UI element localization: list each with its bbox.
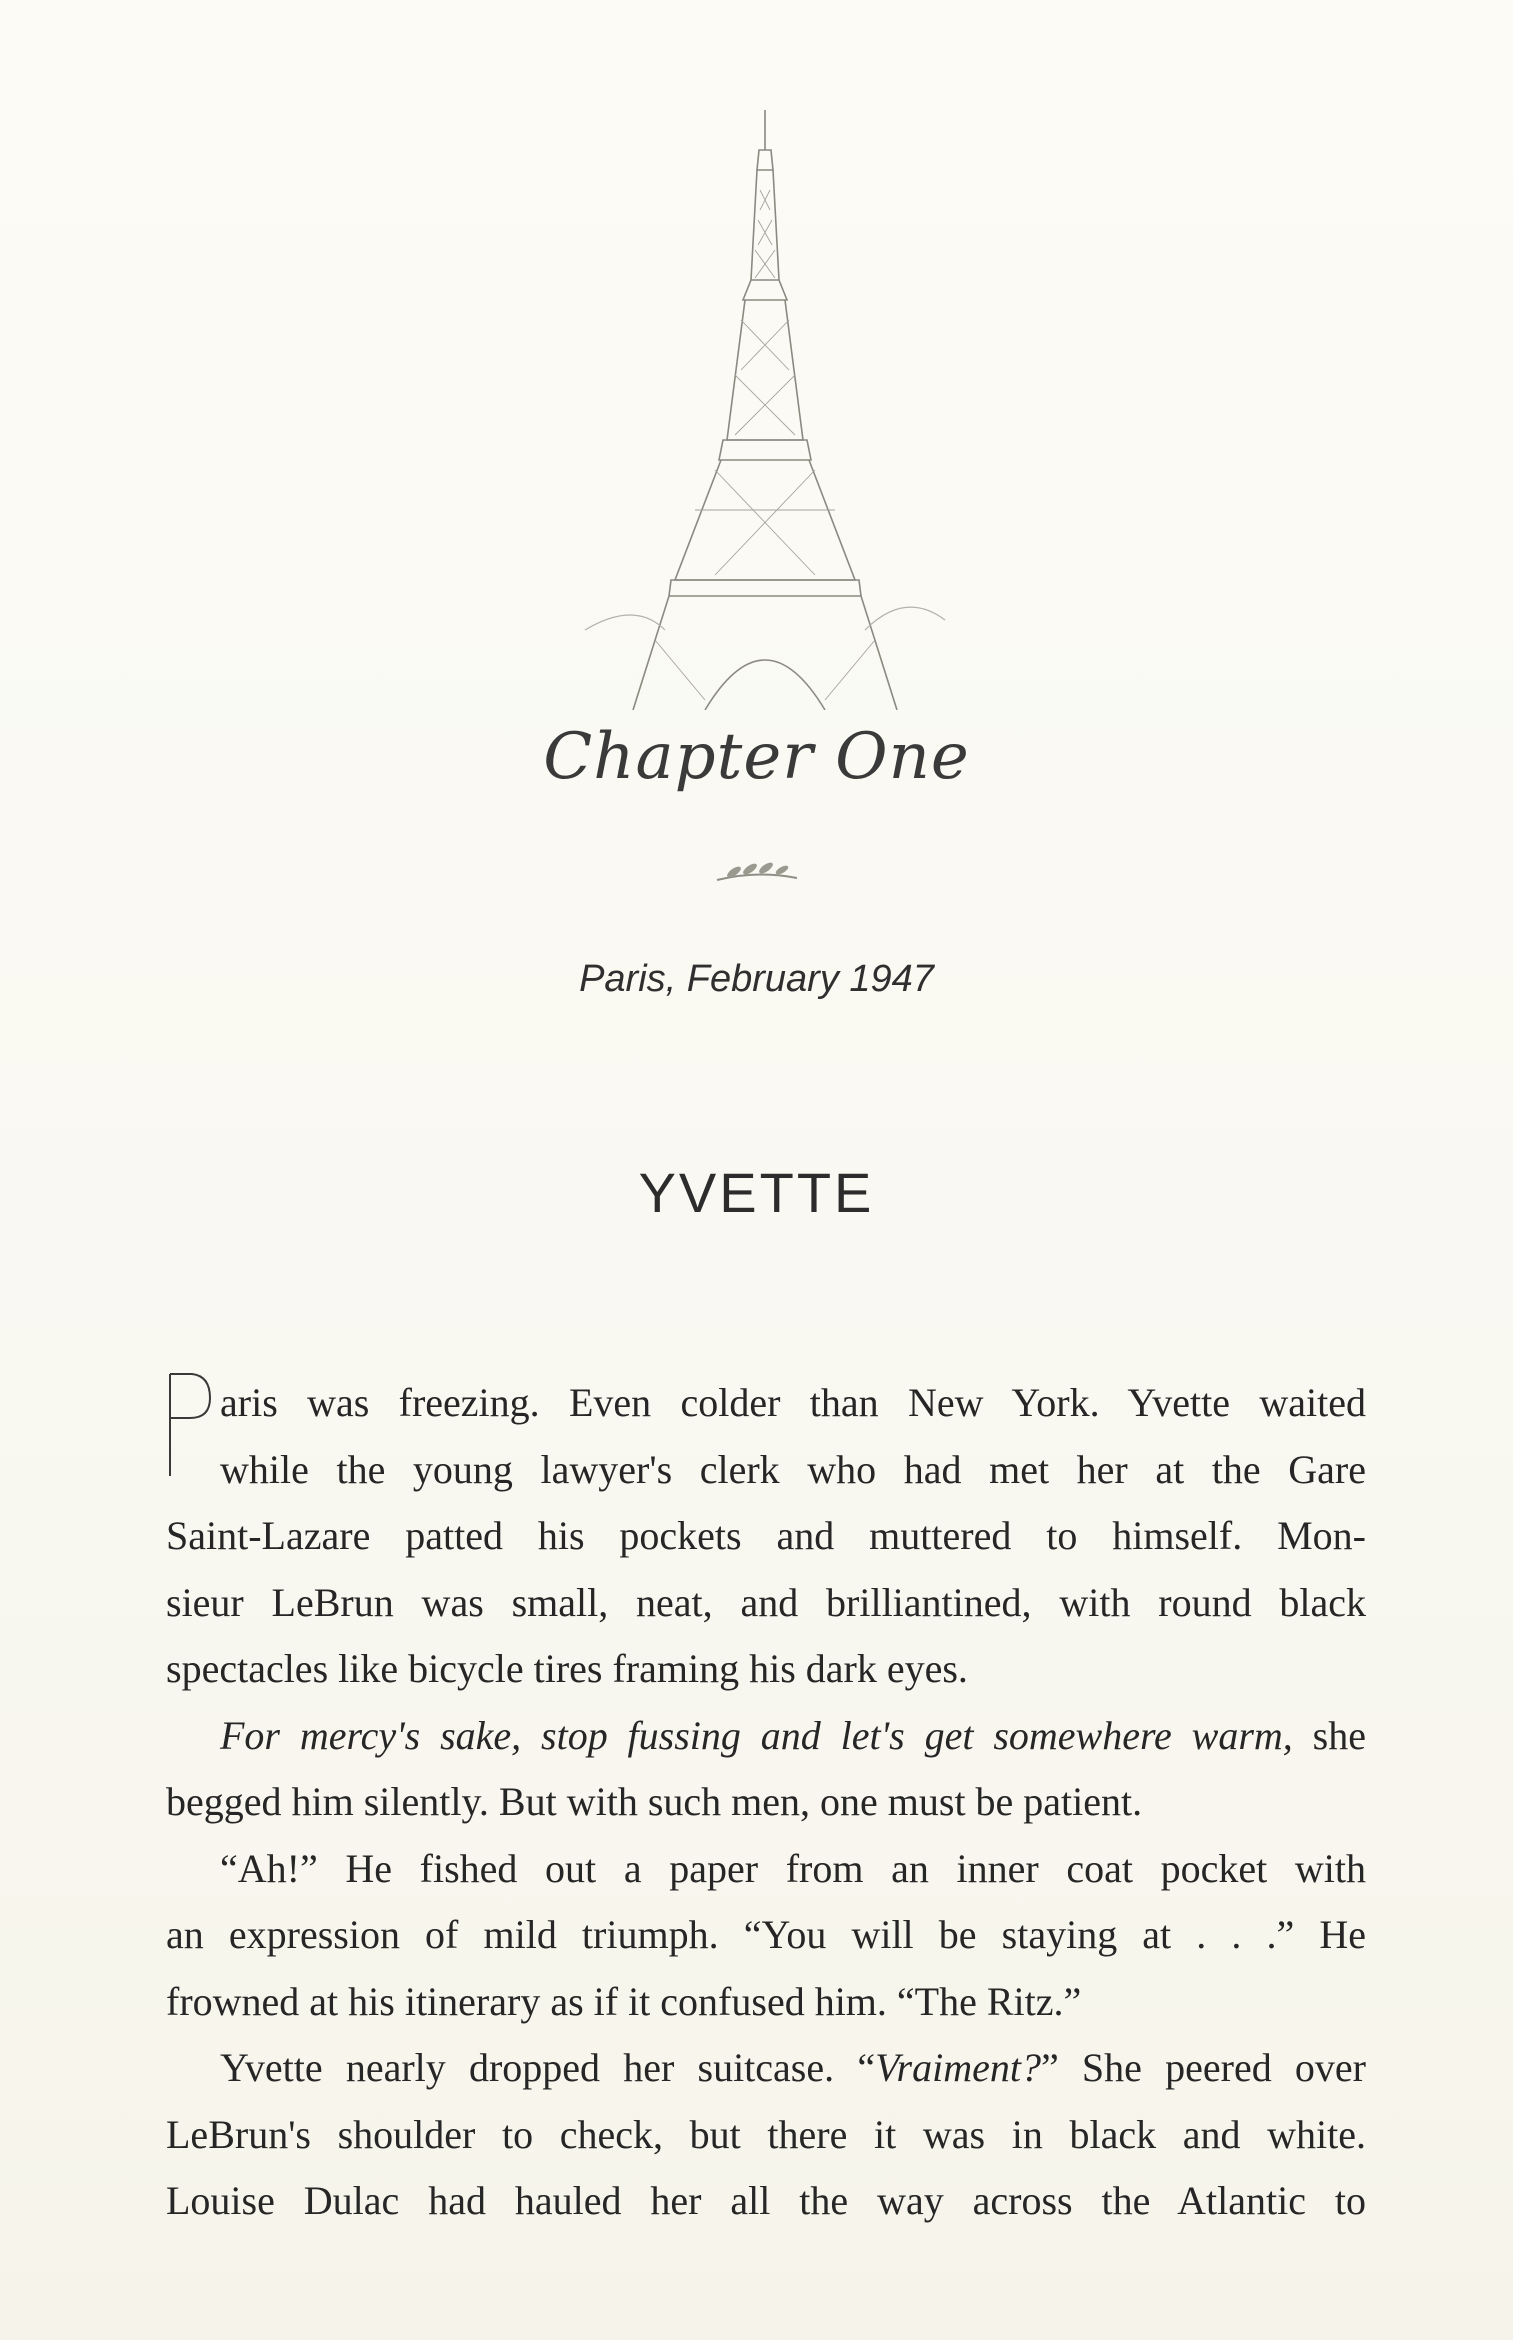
text-line: aris was freezing. Even colder than New York. Yvette waited <box>220 1380 1366 1425</box>
chapter-dateline: Paris, February 1947 <box>579 958 934 1000</box>
text-line: begged him silently. But with such men, one must be patient. <box>166 1779 1143 1824</box>
text-line: frowned at his itinerary as if it confused him. “The Ritz.” <box>166 1978 1082 2024</box>
text-fragment: ” She peered over <box>1040 2045 1366 2090</box>
text-line: LeBrun's shoulder to check, but there it was in black and white. <box>166 2111 1366 2157</box>
text-fragment: she <box>1292 1712 1366 1758</box>
text-line: Louise Dulac had hauled her all the way across the Atlantic to <box>166 2178 1366 2223</box>
italic-thought: For mercy's sake, stop fussing and let's get somewhere warm, <box>220 1712 1293 1758</box>
chapter-heading: Chapter One <box>543 720 970 794</box>
text-line: an expression of mild triumph. “You will be staying at . . .” He <box>166 1912 1366 1957</box>
pov-character-name: YVETTE <box>638 1161 875 1224</box>
text-fragment: Yvette nearly dropped her suitcase. “ <box>220 2045 876 2090</box>
text-line: “Ah!” He fished out a paper from an inner coat pocket with <box>220 1845 1366 1891</box>
italic-word: Vraiment? <box>875 2045 1041 2090</box>
eiffel-tower-illustration <box>555 110 975 710</box>
text-line: while the young lawyer's clerk who had met her at the Gare <box>220 1446 1366 1492</box>
text-line <box>166 1703 1366 1770</box>
chapter-body-text <box>166 1370 1366 2235</box>
text-line: sieur LeBrun was small, neat, and brilliantined, with round black <box>166 1579 1366 1625</box>
text-line: spectacles like bicycle tires framing his dark eyes. <box>166 1646 968 1691</box>
text-line <box>166 2035 1366 2102</box>
laurel-sprig-ornament <box>712 852 802 892</box>
text-line: Saint-Lazare patted his pockets and muttered to himself. Mon- <box>166 1513 1366 1558</box>
